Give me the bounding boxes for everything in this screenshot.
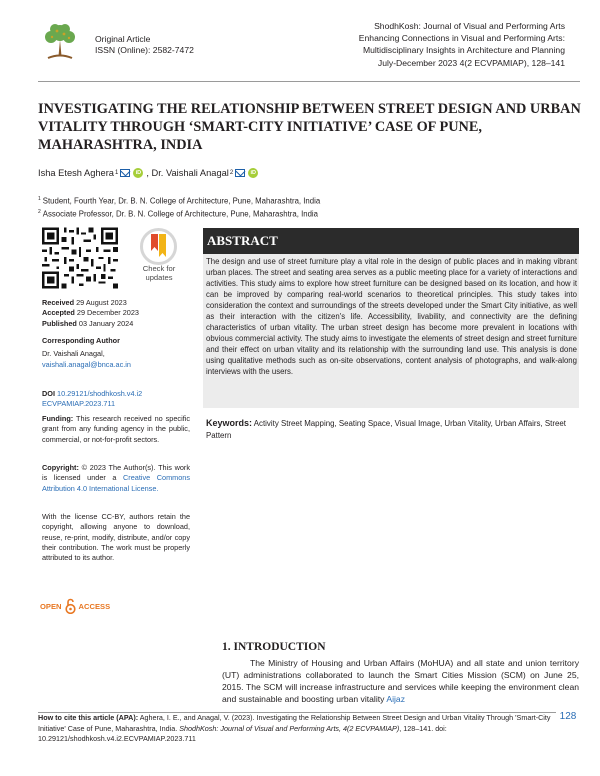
header-divider (38, 81, 580, 82)
citation-link[interactable]: Aijaz (386, 694, 406, 704)
special-issue: Enhancing Connections in Visual and Performing Arts: (358, 33, 565, 44)
author-list (38, 168, 261, 178)
funding-statement (42, 414, 190, 445)
funding-label: Funding: (42, 414, 74, 423)
author-name: Dr. Vaishali Anagal (151, 168, 229, 178)
open-access-badge: OPEN ACCESS (40, 597, 120, 615)
corresponding-author (42, 336, 190, 370)
introduction-paragraph: The Ministry of Housing and Urban Affairs (MoHUA) and all state and union territory (UT) administrations collaborated to launch the Smart Cities Mission (SCM) on June 25, 2015. The SCM will increase infrastructure and services while keeping the environment clean and sustainable and boosting urban vitality Aijaz (222, 658, 579, 704)
copyright-label: Copyright: (42, 463, 79, 472)
corresponding-heading: Corresponding Author (42, 336, 120, 345)
issn: ISSN (Online): 2582-7472 (95, 45, 194, 55)
check-for-updates-badge[interactable] (132, 228, 186, 288)
received-date: Received 29 August 2023 (42, 298, 127, 307)
journal-logo-tree-icon (38, 22, 82, 62)
corresponding-name: Dr. Vaishali Anagal, (42, 349, 105, 359)
how-to-cite: How to cite this article (APA): Aghera, I. E., and Anagal, V. (2023). Investigating the Relationship Between Street Design and Urban Vitality Through 'Smart-City Initiative' Case of Pune, Maharashtra, India. ShodhKosh: Journal of Visual and Performing Arts, 4(2 ECVPAMIAP), 128–141. doi: 10.29121/shodhkosh.v4.i2.ECVPAMIAP.2023.711 (38, 713, 551, 744)
qr-code[interactable] (42, 227, 118, 289)
mail-icon[interactable] (120, 169, 130, 177)
doi-link-cont[interactable]: ECVPAMIAP.2023.711 (42, 399, 116, 409)
doi-link[interactable]: 10.29121/shodhkosh.v4.i2 (57, 389, 143, 398)
author-affil-sup: 2 (229, 170, 234, 176)
affiliations (38, 194, 320, 220)
doi-label: DOI (42, 389, 55, 398)
mail-icon[interactable] (235, 169, 245, 177)
journal-info (235, 20, 565, 69)
accepted-date: Accepted 29 December 2023 (42, 308, 139, 318)
keywords-label: Keywords: (206, 418, 253, 428)
orcid-icon[interactable]: iD (248, 168, 258, 178)
doi-block (42, 389, 190, 410)
article-dates (42, 298, 190, 329)
page-number: 128 (559, 711, 577, 722)
license-link[interactable]: Creative Commons Attribution 4.0 International License. (42, 473, 190, 493)
keywords-text: Activity Street Mapping, Seating Space, Visual Image, Urban Vitality, Urban Affairs, Street Pattern (206, 419, 566, 440)
check-updates-label: Check for updates (142, 264, 176, 282)
author-affil-sup: 1 (114, 170, 119, 176)
copyright-statement (42, 463, 190, 494)
author-name: Isha Etesh Aghera (38, 168, 114, 178)
open-lock-icon (65, 598, 76, 614)
abstract-heading: ABSTRACT (203, 228, 579, 254)
special-issue-sub: Multidisciplinary Insights in Architecture and Planning (362, 45, 565, 56)
section-heading: 1. INTRODUCTION (222, 641, 326, 653)
article-title: INVESTIGATING THE RELATIONSHIP BETWEEN STREET DESIGN AND URBAN VITALITY THROUGH ‘SMART-CITY INITIATIVE’ CASE OF PUNE, MAHARASHTRA, INDIA (38, 101, 581, 153)
license-note: With the license CC-BY, authors retain the copyright, allowing anyone to download, reuse, re-print, modify, distribute, and/or copy their contribution. The work must be properly attributed to its author. (42, 512, 190, 563)
keywords (206, 418, 578, 441)
affiliation-item: $^2$ Associate Professor, Dr. B. N. College of Architecture, Pune, Maharashtra, India (38, 209, 318, 219)
bookmark-icon (151, 234, 166, 257)
cite-label: How to cite this article (APA): (38, 713, 139, 722)
article-type: Original Article (95, 34, 151, 44)
orcid-icon[interactable]: iD (133, 168, 143, 178)
abstract-box (203, 228, 579, 408)
copyright-text: © 2023 The Author(s). This work is licensed under a (42, 463, 190, 483)
journal-name: ShodhKosh: Journal of Visual and Performing Arts (374, 21, 565, 31)
issue-info: July-December 2023 4(2 ECVPAMIAP), 128–141 (377, 57, 565, 68)
abstract-text: The design and use of street furniture play a vital role in the design of public places and in making vibrant urban places. The street and seating area serves as a public meeting place for a variety of interactions and activities. This study aims to explore how street furniture can be designed based on its location, and how it can be improved by comparing real-world scenarios to theoretical principles. This study takes into consideration the context and surroundings of the streets developed under the Smart City initiative, as well as their interaction with the citizen's life. Accessibility, livability, and connectivity are the defining characteristics of urban vitality. The urban street design has become more prevalent in locations with obvious commercial activity. The study aims to investigate the elements of street design and street furniture and their effect on urban vitality and its relationship with the surrounding land use. This analysis is done using qualitative methods such as on-site observations, content analysis of photographs, and walk-along interviews with the users. (206, 257, 577, 376)
article-meta (95, 34, 194, 56)
affiliation-item: $^1$ Student, Fourth Year, Dr. B. N. College of Architecture, Pune, Maharashtra, India (38, 196, 321, 206)
corresponding-email-link[interactable]: vaishali.anagal@bnca.ac.in (42, 359, 131, 369)
published-date: Published 03 January 2024 (42, 318, 134, 328)
author-separator: , (146, 168, 152, 178)
funding-text: This research received no specific grant from any funding agency in the public, commercial, or not-for-profit sectors. (42, 414, 190, 444)
